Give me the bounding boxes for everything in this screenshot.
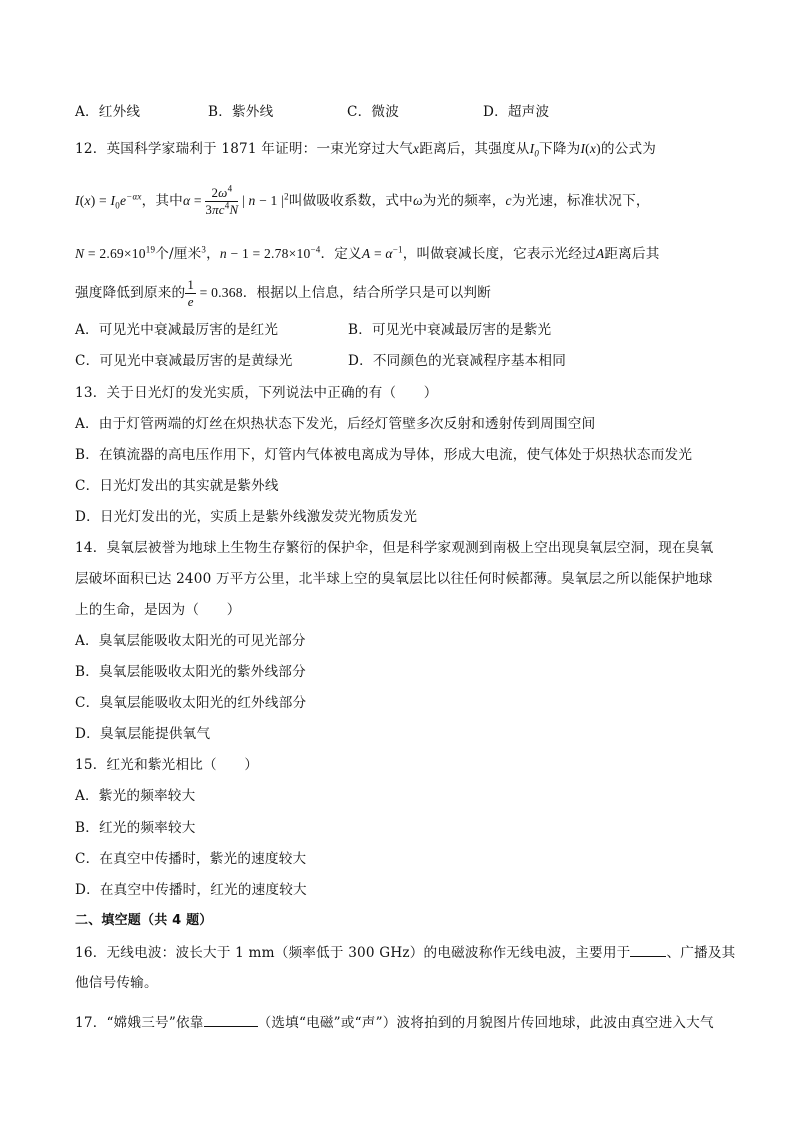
q13-stem: 13．关于日光灯的发光实质，下列说法中正确的有（ ） <box>75 385 438 401</box>
q11-option-c: C．微波 <box>347 104 399 120</box>
q14-option-b: B．臭氧层能吸收太阳光的紫外线部分 <box>75 664 306 680</box>
q12-line-4: 强度降低到原来的 $\frac{1}{e}$ = 0.368．根据以上信息，结合所学只是可以判断 <box>75 277 492 309</box>
q15-option-a: A．紫光的频率较大 <box>75 788 196 804</box>
q14-option-c: C．臭氧层能吸收太阳光的红外线部分 <box>75 695 307 711</box>
q16-line-2: 他信号传输。 <box>75 975 158 991</box>
q14-stem-line-3: 上的生命，是因为（ ） <box>75 602 241 618</box>
q15-option-b: B．红光的频率较大 <box>75 820 196 836</box>
q15-option-d: D．在真空中传播时，红光的速度较大 <box>75 882 307 898</box>
q12-line-3: $N = 2.69\times 10^{19}$个/厘米$^3$，$n - 1 = 2.78\times 10^{-4}$．定义$A = \alpha^{-1}$，叫做衰减长度，它表示光经过A距离后其 <box>75 244 660 262</box>
q12-line-2: $I(x) = I_0e^{-\alpha x}$，其中α = $\frac{2\omega^4}{3\pi c^4N}$ | n − 1 $|^2$叫做吸收系数，式中ω为光的频率，c为光速，标准状况下， <box>75 183 650 217</box>
q11-option-d: D．超声波 <box>483 104 550 120</box>
q12-option-c: C．可见光中衰减最厉害的是黄绿光 <box>75 353 293 369</box>
q11-option-b: B．紫外线 <box>208 104 274 120</box>
formula-n-density: N <box>75 246 85 261</box>
formula-intensity: I <box>75 193 80 208</box>
formula-alpha: α <box>182 193 191 208</box>
section-heading-fill-in: 二、填空题（共 4 题） <box>75 913 213 928</box>
q14-option-d: D．臭氧层能提供氧气 <box>75 726 211 742</box>
q16-answer-blank[interactable] <box>630 942 666 957</box>
q12-line-1: 12．英国科学家瑞利于 1871 年证明：一束光穿过大气x距离后，其强度从$I_0$下降为I(x)的公式为 <box>75 141 657 159</box>
formula-ix: I <box>580 141 586 156</box>
q11-option-a: A．红外线 <box>75 104 141 120</box>
q13-option-b: B．在镇流器的高电压作用下，灯管内气体被电离成为导体，形成大电流，使气体处于炽热状态而发光 <box>75 447 693 463</box>
q14-option-a: A．臭氧层能吸收太阳光的可见光部分 <box>75 633 306 649</box>
q12-options-row-1 <box>75 320 725 340</box>
q11-options <box>75 102 725 122</box>
q15-option-c: C．在真空中传播时，紫光的速度较大 <box>75 851 307 867</box>
formula-i0: $I_0$ <box>529 141 540 159</box>
q13-option-c: C．日光灯发出的其实就是紫外线 <box>75 478 279 494</box>
formula-one-over-e: $\frac{1}{e}$ <box>187 277 195 309</box>
q14-stem-line-1: 14．臭氧层被誉为地球上生物生存繁衍的保护伞，但是科学家观测到南极上空出现臭氧层空洞，现在臭氧 <box>75 540 714 556</box>
q12-option-a: A．可见光中衰减最厉害的是红光 <box>75 322 279 338</box>
q14-stem-line-2: 层破坏面积已达 2400 万平方公里，北半球上空的臭氧层比以往任何时候都薄。臭氧层之所以能保护地球 <box>75 571 713 587</box>
q12-option-d: D．不同颜色的光衰减程序基本相同 <box>348 353 567 369</box>
q17-answer-blank[interactable] <box>204 1012 258 1027</box>
q15-stem: 15．红光和紫光相比（ ） <box>75 757 259 773</box>
q16-line-1: 16．无线电波：波长大于 1 mm（频率低于 300 GHz）的电磁波称作无线电波，主要用于 、广播及其 <box>75 942 735 963</box>
q12-options-row-2 <box>75 351 725 371</box>
q17-line-1: 17．“嫦娥三号”依靠 （选填“电磁”或“声”）波将拍到的月貌图片传回地球，此波由真空进入大气 <box>75 1012 714 1033</box>
q13-option-d: D．日光灯发出的光，实质上是紫外线激发荧光物质发光 <box>75 509 418 525</box>
formula-alpha-fraction: $\frac{2\omega^4}{3\pi c^4N}$ <box>205 183 239 217</box>
q13-option-a: A．由于灯管两端的灯丝在炽热状态下发光，后经灯管壁多次反射和透射传到周围空间 <box>75 416 596 432</box>
q12-option-b: B．可见光中衰减最厉害的是紫光 <box>348 322 552 338</box>
